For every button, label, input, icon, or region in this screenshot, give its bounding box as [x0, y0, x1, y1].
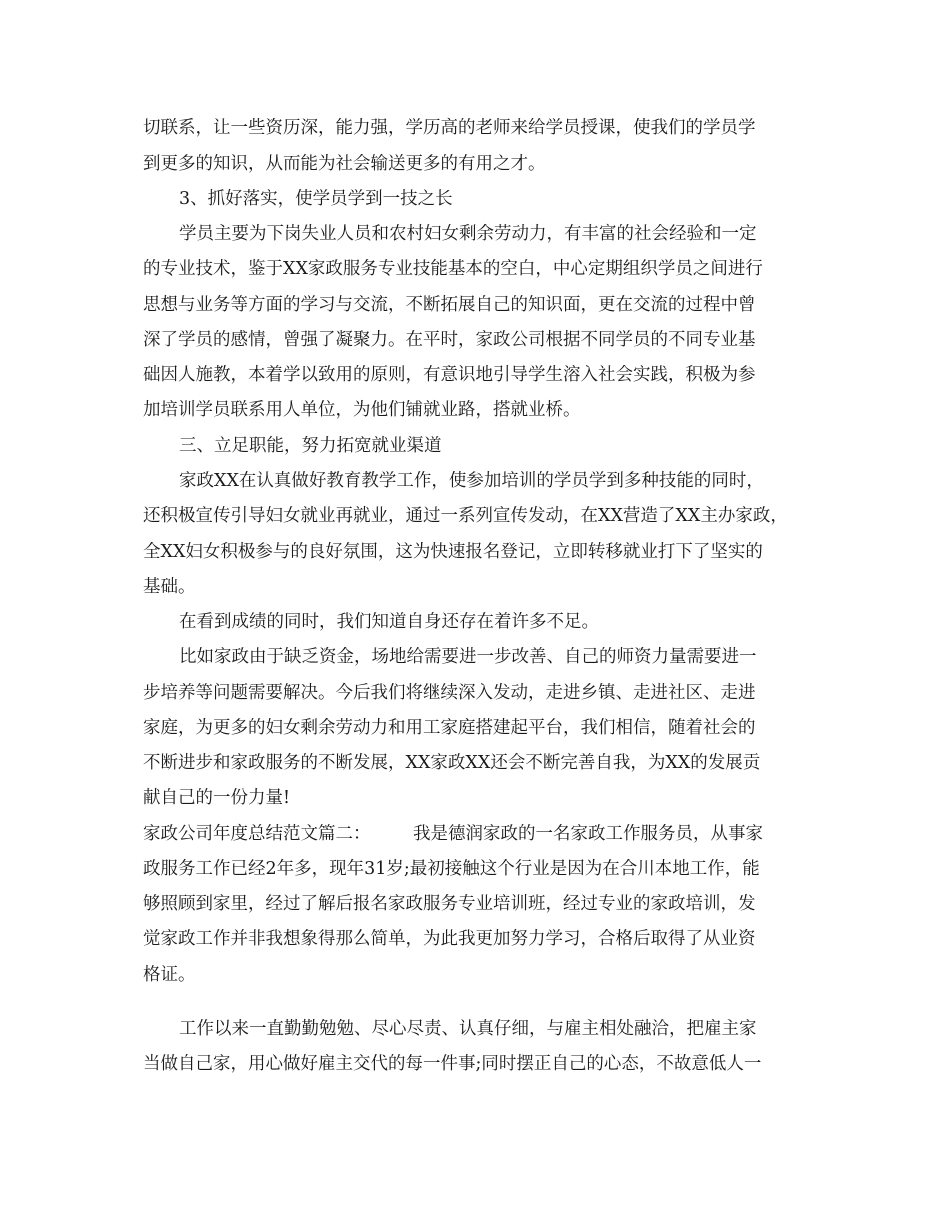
body-line: 家庭，为更多的妇女剩余劳动力和用工家庭搭建起平台，我们相信，随着社会的	[143, 718, 756, 738]
body-line: 家政XX在认真做好教育教学工作，使参加培训的学员学到多种技能的同时，	[179, 471, 764, 491]
body-line: 比如家政由于缺乏资金，场地给需要进一步改善、自己的师资力量需要进一	[179, 647, 757, 667]
body-line: 全XX妇女积极参与的良好氛围，这为快速报名登记，立即转移就业打下了坚实的	[143, 542, 763, 562]
body-line: 础因人施教，本着学以致用的原则，有意识地引导学生溶入社会实践，积极为参	[143, 365, 756, 385]
section-heading: 三、立足职能，努力拓宽就业渠道	[179, 436, 442, 456]
body-line: 政服务工作已经2年多，现年31岁;最初接触这个行业是因为在合川本地工作，能	[143, 859, 760, 879]
body-line: 步培养等问题需要解决。今后我们将继续深入发动，走进乡镇、走进社区、走进	[143, 683, 756, 703]
body-line: 献自己的一份力量!	[143, 788, 291, 808]
body-line: 工作以来一直勤勤勉勉、尽心尽责、认真仔细，与雇主相处融洽，把雇主家	[179, 1019, 757, 1039]
body-line: 思想与业务等方面的学习与交流，不断拓展自己的知识面，更在交流的过程中曾	[143, 295, 756, 315]
body-line: 我是德润家政的一名家政工作服务员，从事家	[413, 824, 763, 844]
body-line: 不断进步和家政服务的不断发展，XX家政XX还会不断完善自我，为XX的发展贡	[143, 753, 761, 773]
body-line: 基础。	[143, 577, 196, 597]
body-line: 学员主要为下岗失业人员和农村妇女剩余劳动力，有丰富的社会经验和一定	[179, 224, 757, 244]
body-line: 加培训学员联系用人单位，为他们铺就业路，搭就业桥。	[143, 400, 581, 420]
body-line: 在看到成绩的同时，我们知道自身还存在着许多不足。	[179, 612, 599, 632]
body-line: 切联系，让一些资历深，能力强，学历高的老师来给学员授课，使我们的学员学	[143, 118, 756, 138]
body-line: 够照顾到家里，经过了解后报名家政服务专业培训班，经过专业的家政培训，发	[143, 894, 756, 914]
section-heading: 3、抓好落实，使学员学到一技之长	[179, 189, 453, 209]
body-line: 深了学员的感情，曾强了凝聚力。在平时，家政公司根据不同学员的不同专业基	[143, 330, 756, 350]
body-line: 的专业技术，鉴于XX家政服务专业技能基本的空白，中心定期组织学员之间进行	[143, 259, 763, 279]
body-line: 觉家政工作并非我想象得那么简单，为此我更加努力学习，合格后取得了从业资	[143, 929, 756, 949]
body-line: 格证。	[143, 965, 196, 985]
body-line: 还积极宣传引导妇女就业再就业，通过一系列宣传发动，在XX营造了XX主办家政，	[143, 506, 788, 526]
article-title: 家政公司年度总结范文篇二：	[143, 824, 371, 844]
body-line: 当做自己家，用心做好雇主交代的每一件事;同时摆正自己的心态，不故意低人一	[143, 1054, 762, 1074]
body-line: 到更多的知识，从而能为社会输送更多的有用之才。	[143, 154, 546, 174]
